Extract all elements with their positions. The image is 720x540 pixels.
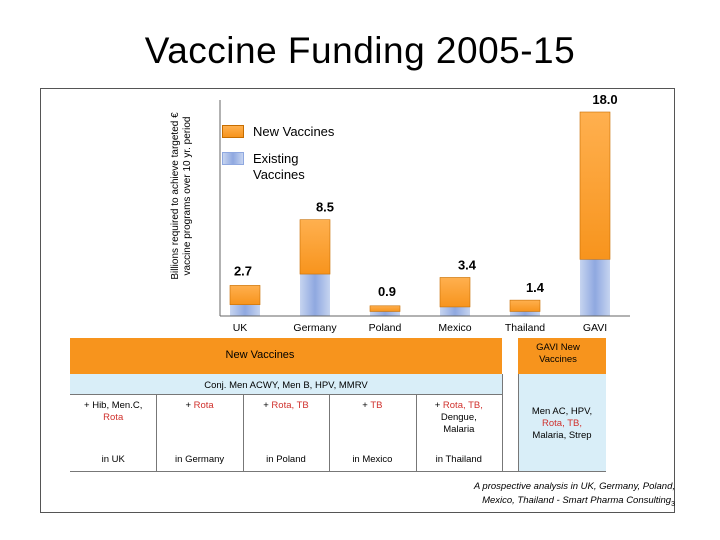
country-vaccines-cell xyxy=(156,400,242,412)
vaccine-text: + Hib, Men.C, xyxy=(84,400,143,411)
cell-line xyxy=(416,400,502,412)
bar-chart xyxy=(40,88,675,348)
footnote xyxy=(400,480,675,512)
table-divider xyxy=(70,394,502,395)
legend-swatch-existing xyxy=(222,152,244,165)
vaccine-text: TB xyxy=(370,400,383,411)
x-tick-label-poland: Poland xyxy=(368,322,402,334)
vaccine-text: Rota xyxy=(193,400,214,411)
slide-title: Vaccine Funding 2005-15 xyxy=(144,30,576,71)
vaccine-text: + xyxy=(185,400,194,411)
vaccine-text: + xyxy=(362,400,371,411)
bar-existing-thailand xyxy=(510,311,540,316)
legend-label-existing: Existing Vaccines xyxy=(253,151,305,182)
cell-line xyxy=(156,400,242,412)
bar-existing-germany xyxy=(300,274,330,316)
bar-existing-gavi xyxy=(580,259,610,316)
cell-line xyxy=(329,400,415,412)
x-tick-label-gavi: GAVI xyxy=(582,322,608,334)
country-vaccines-cell xyxy=(329,400,415,412)
x-tick-label-uk: UK xyxy=(232,322,248,334)
bar-new-poland xyxy=(370,306,400,312)
table-divider xyxy=(70,471,606,472)
vaccine-text: + xyxy=(434,400,443,411)
cell-line xyxy=(70,400,156,412)
country-vaccines-cell xyxy=(243,400,329,412)
bar-existing-uk xyxy=(230,305,260,316)
bar-new-thailand xyxy=(510,300,540,311)
data-label-thailand: 1.4 xyxy=(525,280,545,296)
data-label-poland: 0.9 xyxy=(377,283,397,299)
country-location-cell: in Mexico xyxy=(352,454,393,465)
vaccine-table xyxy=(70,338,606,472)
gavi-header: GAVI New Vaccines xyxy=(536,342,580,365)
bar-new-uk xyxy=(230,285,260,304)
gavi-vaccine-line: Rota, TB, xyxy=(542,418,582,429)
data-label-uk: 2.7 xyxy=(233,263,253,279)
bar-new-mexico xyxy=(440,277,470,306)
vaccine-text: Rota, TB, xyxy=(442,400,483,411)
y-axis-label: Billions required to achieve targeted € xyxy=(170,112,181,280)
vaccine-text: Rota xyxy=(103,412,124,423)
gavi-vaccine-line: Malaria, Strep xyxy=(532,430,592,441)
vaccine-text: Dengue, xyxy=(440,412,477,423)
bar-new-gavi xyxy=(580,112,610,259)
cell-line xyxy=(416,412,502,424)
country-location-cell: in UK xyxy=(101,454,125,465)
data-label-mexico: 3.4 xyxy=(457,257,477,273)
vaccine-text: + xyxy=(263,400,272,411)
cell-line xyxy=(70,412,156,424)
country-location-cell: in Germany xyxy=(175,454,225,465)
country-vaccines-cell xyxy=(70,400,156,424)
legend-label-new: New Vaccines xyxy=(253,124,335,139)
gavi-vaccine-line: Men AC, HPV, xyxy=(531,406,593,417)
vaccine-text: Malaria xyxy=(443,424,475,435)
footnote-line: A prospective analysis in UK, Germany, Poland, xyxy=(473,481,675,492)
data-label-gavi: 18.0 xyxy=(592,92,618,107)
y-axis-label: vaccine programs over 10 yr. period xyxy=(182,116,193,276)
bar-new-germany xyxy=(300,220,330,274)
table-divider xyxy=(502,374,503,472)
cell-line xyxy=(243,400,329,412)
bar-existing-mexico xyxy=(440,307,470,316)
page-number: 3 xyxy=(671,500,675,508)
common-vaccines-row: Conj. Men ACWY, Men B, HPV, MMRV xyxy=(204,380,368,391)
bar-existing-poland xyxy=(370,311,400,316)
legend-swatch-new xyxy=(222,125,244,138)
data-label-germany: 8.5 xyxy=(315,199,335,215)
x-tick-label-mexico: Mexico xyxy=(438,322,472,334)
gavi-vaccines-cell xyxy=(518,406,606,442)
footnote-line: Mexico, Thailand - Smart Pharma Consulting$_3$ xyxy=(482,495,675,508)
country-location-cell: in Thailand xyxy=(435,454,482,465)
x-tick-label-germany: Germany xyxy=(293,322,337,334)
vaccine-text: Rota, TB xyxy=(271,400,309,411)
new-vaccines-header: New Vaccines xyxy=(225,349,295,361)
cell-line xyxy=(416,424,502,436)
x-tick-label-thailand: Thailand xyxy=(504,322,546,334)
country-location-cell: in Poland xyxy=(266,454,306,465)
country-vaccines-cell xyxy=(416,400,502,436)
